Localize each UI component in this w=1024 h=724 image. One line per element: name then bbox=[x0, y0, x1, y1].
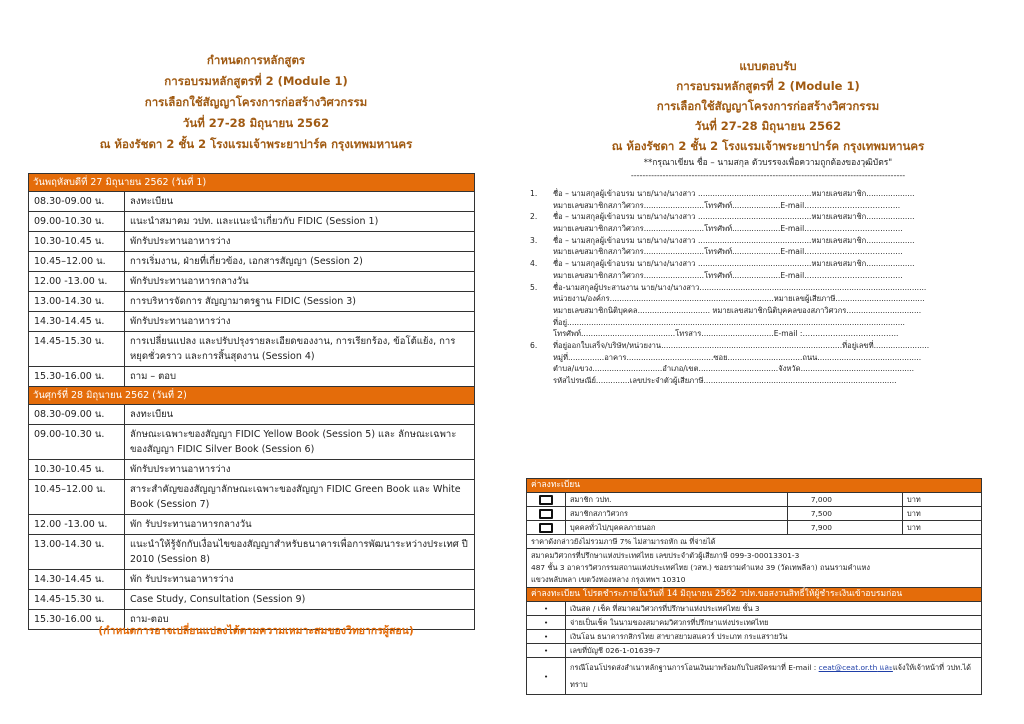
form-row[interactable] bbox=[530, 223, 990, 235]
form-row[interactable] bbox=[530, 211, 990, 223]
org-info-row bbox=[527, 549, 982, 588]
form-field-line[interactable]: รหัสไปรษณีย์..............เลขประจำตัวผู้เสียภาษี................................................................................ bbox=[553, 376, 897, 385]
form-row[interactable] bbox=[530, 270, 990, 282]
fee-option-row[interactable] bbox=[527, 521, 982, 535]
transfer-note: กรณีโอนโปรดส่งสำเนาหลักฐานการโอนเงินมาพร้อมกับใบสมัครมาที่ E-mail : bbox=[570, 663, 819, 672]
form-field-line[interactable]: หมายเลขสมาชิกสภาวิศวกร.........................โทรศัพท์....................E-mail………………………………… bbox=[553, 224, 903, 234]
course-name: การเลือกใช้สัญญาโครงการก่อสร้างวิศวกรรม bbox=[144, 95, 368, 109]
row-number: 4. bbox=[530, 259, 538, 269]
fee-amount: 7,000 bbox=[788, 493, 903, 507]
course-dates: วันที่ 27-28 มิถุนายน 2562 bbox=[694, 119, 842, 133]
org-info-line: สมาคมวิศวกรที่ปรึกษาแห่งประเทศไทย เลขประจำตัวผู้เสียภาษี 099-3-00013301-3 bbox=[531, 551, 800, 560]
schedule-row: 08.30-09.00 น. ลงทะเบียน bbox=[29, 192, 475, 212]
row-number: 1. bbox=[530, 189, 538, 198]
instruction-note: **กรุณาเขียน ชื่อ – นามสกุล ตัวบรรจงเพื่อความถูกต้องของวุฒิบัตร" bbox=[643, 158, 893, 168]
fee-label: บุคคลทั่วไป/บุคคลภายนอก bbox=[566, 521, 788, 535]
form-row[interactable] bbox=[530, 258, 990, 270]
schedule-row: 15.30-16.00 น. ถาม – ตอบ bbox=[29, 367, 475, 387]
schedule-row: 08.30-09.00 น. ลงทะเบียน bbox=[29, 405, 475, 425]
payment-header: ค่าลงทะเบียน โปรดชำระภายในวันที่ 14 มิถุนายน 2562 วปท.ขอสงวนสิทธิ์ให้ผู้ชำระเงินเข้าอบรมก่อน bbox=[527, 588, 982, 602]
fee-unit: บาท bbox=[903, 493, 982, 507]
fee-label: สมาชิก วปท. bbox=[566, 493, 788, 507]
form-field-line[interactable]: โทรศัพท์.......................................โทรสาร..............................E-mail :……………………………….. bbox=[553, 329, 899, 339]
bullet-icon: • bbox=[527, 630, 566, 644]
schedule-row: 14.45-15.30 น. การเปลี่ยนแปลง และปรับปรุงรายละเอียดของงาน, การเรียกร้อง, ข้อโต้แย้ง, การหยุดชั่วคราว และการสิ้นสุดงาน (Session 4) bbox=[29, 332, 475, 367]
schedule-row: 09.00-10.30 น. ลักษณะเฉพาะของสัญญา FIDIC Yellow Book (Session 5) และ ลักษณะเฉพาะของสัญญา FIDIC Silver Book (Session 6) bbox=[29, 425, 475, 460]
schedule-row: 10.45–12.00 น. สาระสำคัญของสัญญาลักษณะเฉพาะของสัญญา FIDIC Green Book และ White Book (Session 7) bbox=[29, 480, 475, 515]
fee-amount: 7,900 bbox=[788, 521, 903, 535]
form-row[interactable] bbox=[530, 246, 990, 258]
email-link[interactable]: ceat@ceat.or.th และ bbox=[818, 663, 893, 672]
form-field-line[interactable]: หมายเลขสมาชิกสภาวิศวกร.........................โทรศัพท์....................E-mail………………………………… bbox=[553, 247, 903, 257]
form-row[interactable] bbox=[530, 188, 990, 200]
schedule-footnote: (กำหนดการอาจเปลี่ยนแปลงได้ตามความเหมาะสมของวิทยากรผู้สอน) bbox=[98, 625, 414, 637]
form-row[interactable] bbox=[530, 352, 990, 364]
row-number: 5. bbox=[530, 282, 538, 292]
form-row[interactable] bbox=[530, 317, 990, 329]
org-info-line: แขวงพลับพลา เขตวังทองหลาง กรุงเทพฯ 10310 bbox=[531, 575, 686, 584]
form-row[interactable] bbox=[530, 282, 990, 294]
bullet-icon: • bbox=[527, 644, 566, 658]
schedule-table bbox=[28, 173, 475, 630]
bullet-icon: • bbox=[527, 602, 566, 616]
schedule-row: 13.00-14.30 น. การบริหารจัดการ สัญญามาตรฐาน FIDIC (Session 3) bbox=[29, 292, 475, 312]
form-row[interactable] bbox=[530, 363, 990, 375]
form-field-line[interactable]: หน่วยงาน/องค์กร....................................................................หมายเลขผู้เสียภาษี..................................... bbox=[553, 294, 925, 304]
registration-form bbox=[530, 188, 990, 387]
divider-line: ----------------------------------------------------------------------------------------------- bbox=[630, 171, 906, 180]
payment-item: • จ่ายเป็นเช็ค ในนามของสมาคมวิศวกรที่ปรึกษาแห่งประเทศไทย bbox=[527, 616, 982, 630]
registration-title: แบบตอบรับ bbox=[739, 59, 797, 73]
form-row[interactable] bbox=[530, 328, 990, 340]
registration-header bbox=[512, 56, 1024, 184]
schedule-row: 10.30-10.45 น. พักรับประทานอาหารว่าง bbox=[29, 232, 475, 252]
schedule-row: 10.45–12.00 น. การเริ่มงาน, ฝ่ายที่เกี่ยวข้อง, เอกสารสัญญา (Session 2) bbox=[29, 252, 475, 272]
course-module: การอบรมหลักสูตรที่ 2 (Module 1) bbox=[164, 74, 348, 88]
form-field-line[interactable]: ชื่อ – นามสกุลผู้เข้าอบรม นาย/นาง/นางสาว ...............................................หมายเลขสมาชิก.................... bbox=[553, 212, 915, 222]
form-field-line[interactable]: ชื่อ – นามสกุลผู้เข้าอบรม นาย/นาง/นางสาว ...............................................หมายเลขสมาชิก.................... bbox=[553, 259, 915, 269]
form-field-line[interactable]: ชื่อ-นามสกุลผู้ประสานงาน นาย/นาง/นางสาว.............................................................................................. bbox=[553, 282, 927, 292]
form-field-line[interactable]: ชื่อ – นามสกุลผู้เข้าอบรม นาย/นาง/นางสาว ...............................................หมายเลขสมาชิก.................... bbox=[553, 189, 915, 198]
form-row[interactable] bbox=[530, 340, 990, 352]
form-field-line[interactable]: ที่อยู่............................................................................................................................................ bbox=[553, 317, 905, 327]
course-name: การเลือกใช้สัญญาโครงการก่อสร้างวิศวกรรม bbox=[656, 99, 880, 113]
row-number: 3. bbox=[530, 235, 538, 245]
payment-item: • เงินสด / เช็ค ที่สมาคมวิศวกรที่ปรึกษาแห่งประเทศไทย ชั้น 3 bbox=[527, 602, 982, 616]
fees-header: ค่าลงทะเบียน bbox=[527, 479, 982, 493]
form-field-line[interactable]: ที่อยู่ออกใบเสร็จ/บริษัท/หน่วยงาน...........................................................................ที่อยู่เลขที่....................... bbox=[553, 340, 930, 350]
day-header: วันพฤหัสบดีที่ 27 มิถุนายน 2562 (วันที่ 1) bbox=[29, 174, 475, 192]
schedule-row: 14.30-14.45 น. พัก รับประทานอาหารว่าง bbox=[29, 570, 475, 590]
transfer-note-tail: แจ้งให้เจ้าหน้าที่ วปท.ได้ทราบ bbox=[570, 663, 971, 689]
tax-note-row: ราคาดังกล่าวยังไม่รวมภาษี 7% ไม่สามารถหัก ณ ที่จ่ายได้ bbox=[527, 535, 982, 549]
fee-unit: บาท bbox=[903, 507, 982, 521]
fee-amount: 7,500 bbox=[788, 507, 903, 521]
payment-item bbox=[527, 658, 982, 695]
fee-option-row[interactable] bbox=[527, 493, 982, 507]
form-field-line[interactable]: หมายเลขสมาชิกสภาวิศวกร.........................โทรศัพท์....................E-mail………………………………… bbox=[553, 270, 903, 280]
fee-label: สมาชิกสภาวิศวกร bbox=[566, 507, 788, 521]
form-row[interactable] bbox=[530, 375, 990, 387]
schedule-row: 09.00-10.30 น. แนะนำสมาคม วปท. และแนะนำเกี่ยวกับ FIDIC (Session 1) bbox=[29, 212, 475, 232]
checkbox-icon[interactable] bbox=[539, 495, 553, 505]
form-field-line[interactable]: หมายเลขสมาชิกสภาวิศวกร.........................โทรศัพท์....................E-mail……………………………….. bbox=[553, 200, 901, 210]
form-field-line[interactable]: ตำบล/แขวง.............................อำเภอ/เขต.................................จังหวัด............................................... bbox=[553, 364, 915, 374]
payment-item: • เลขที่บัญชี 026-1-01639-7 bbox=[527, 644, 982, 658]
schedule-row: 12.00 -13.00 น. พัก รับประทานอาหารกลางวัน bbox=[29, 515, 475, 535]
schedule-row: 14.45-15.30 น. Case Study, Consultation (Session 9) bbox=[29, 590, 475, 610]
form-field-line[interactable]: หมายเลขสมาชิกนิติบุคคล.............................. หมายเลขสมาชิกนิติบุคคลของสภาวิศวกร............................... bbox=[553, 305, 922, 315]
form-row[interactable] bbox=[530, 235, 990, 247]
checkbox-icon[interactable] bbox=[539, 523, 553, 533]
form-field-line[interactable]: หมู่ที่...............อาคาร....................................ซอย...............................ถนน........................................... bbox=[553, 352, 922, 362]
schedule-row: 12.00 -13.00 น. พักรับประทานอาหารกลางวัน bbox=[29, 272, 475, 292]
schedule-row: 10.30-10.45 น. พักรับประทานอาหารว่าง bbox=[29, 460, 475, 480]
fee-option-row[interactable] bbox=[527, 507, 982, 521]
day-header: วันศุกร์ที่ 28 มิถุนายน 2562 (วันที่ 2) bbox=[29, 387, 475, 405]
fee-unit: บาท bbox=[903, 521, 982, 535]
course-module: การอบรมหลักสูตรที่ 2 (Module 1) bbox=[676, 79, 860, 93]
course-venue: ณ ห้องรัชดา 2 ชั้น 2 โรงแรมเจ้าพระยาปาร์ค กรุงเทพมหานคร bbox=[611, 139, 925, 153]
row-number: 6. bbox=[530, 340, 538, 350]
schedule-title: กำหนดการหลักสูตร bbox=[206, 53, 306, 67]
form-row[interactable] bbox=[530, 200, 990, 212]
form-field-line[interactable]: ชื่อ – นามสกุลผู้เข้าอบรม นาย/นาง/นางสาว ...............................................หมายเลขสมาชิก.................... bbox=[553, 235, 915, 245]
checkbox-icon[interactable] bbox=[539, 509, 553, 519]
course-dates: วันที่ 27-28 มิถุนายน 2562 bbox=[182, 116, 330, 130]
schedule-row: 13.00-14.30 น. แนะนำให้รู้จักกับเงื่อนไขของสัญญาสำหรับธนาคารเพื่อการพัฒนาระหว่างประเทศ ปี 2010 (Session 8) bbox=[29, 535, 475, 570]
fees-table bbox=[526, 478, 982, 695]
course-venue: ณ ห้องรัชดา 2 ชั้น 2 โรงแรมเจ้าพระยาปาร์ค กรุงเทพมหานคร bbox=[99, 137, 413, 151]
schedule-header bbox=[0, 50, 512, 155]
form-row[interactable] bbox=[530, 305, 990, 317]
payment-item: • เงินโอน ธนาคารกสิกรไทย สาขาสยามสแควร์ ประเภท กระแสรายวัน bbox=[527, 630, 982, 644]
org-info-line: 487 ชั้น 3 อาคารวิศวกรรมสถานแห่งประเทศไทย (วสท.) ซอยรามคำแหง 39 (วัดเทพลีลา) ถนนรามคำแหง bbox=[531, 563, 870, 572]
row-number: 2. bbox=[530, 212, 538, 222]
bullet-icon: • bbox=[527, 616, 566, 630]
form-row[interactable] bbox=[530, 293, 990, 305]
schedule-row: 15.30-16.00 น. ถาม-ตอบ bbox=[29, 610, 475, 630]
schedule-row: 14.30-14.45 น. พักรับประทานอาหารว่าง bbox=[29, 312, 475, 332]
bullet-icon: • bbox=[527, 658, 566, 695]
